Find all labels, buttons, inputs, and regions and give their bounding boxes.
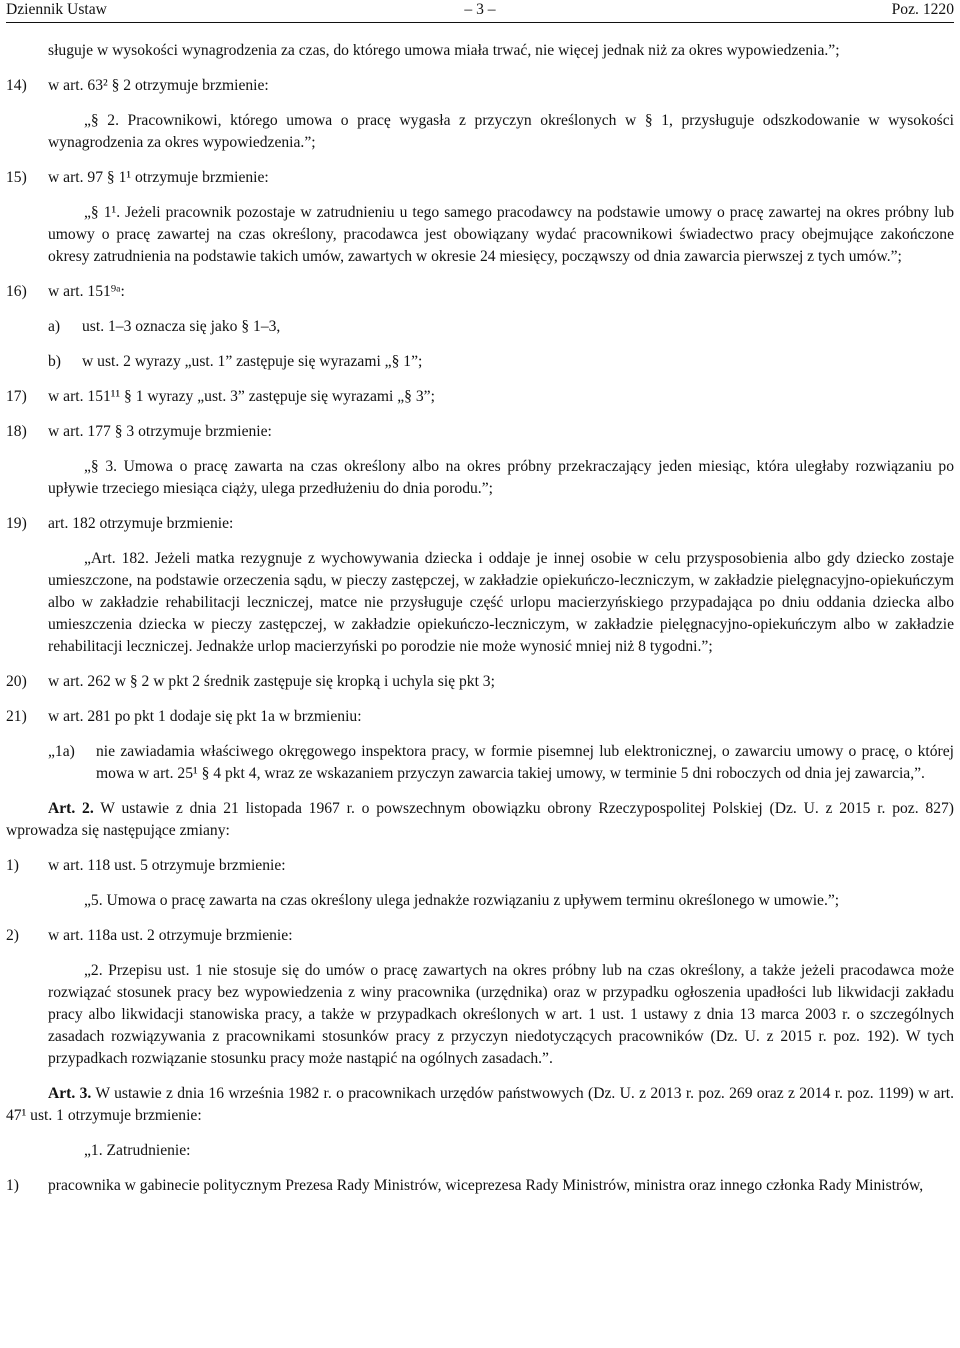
item-text: w art. 262 w § 2 w pkt 2 średnik zastępuje się kropką i uchyla się pkt 3; [48, 673, 495, 690]
item-text: w art. 97 § 1¹ otrzymuje brzmienie: [48, 169, 269, 186]
article-text: W ustawie z dnia 21 listopada 1967 r. o powszechnym obowiązku obrony Rzeczypospolitej Polskiej (Dz. U. z 2015 r. poz. 827) wprowadza się następujące zmiany: [6, 800, 954, 839]
article-label: Art. 2. [48, 800, 94, 817]
page-header [6, 0, 954, 23]
subitem-text: ust. 1–3 oznacza się jako § 1–3, [82, 318, 281, 335]
position-number: Poz. 1220 [891, 1, 954, 18]
item-number: 21) [6, 708, 27, 725]
document-body [6, 40, 954, 1197]
list-subitem-16b [48, 351, 954, 373]
subitem-letter: a) [48, 318, 61, 335]
item-number: 15) [6, 169, 27, 186]
item-text: w art. 177 § 3 otrzymuje brzmienie: [48, 423, 272, 440]
list-subitem-16a [48, 316, 954, 338]
art2-item-1 [6, 855, 954, 877]
list-item-14 [6, 75, 954, 97]
list-item-20 [6, 671, 954, 693]
article-3 [6, 1083, 954, 1127]
item-number: 16) [6, 283, 27, 300]
art2-item-2 [6, 925, 954, 947]
item-text: pracownika w gabinecie politycznym Prezesa Rady Ministrów, wiceprezesa Rady Ministrów, ministra oraz innego członka Rady Ministrów, [48, 1177, 924, 1194]
quoted-provision-15: „§ 1¹. Jeżeli pracownik pozostaje w zatrudnieniu u tego samego pracodawcy na podstawie umowy o pracę zawartej na okres próbny lub umowy o pracę zawartej na czas określony, pracodawca jest obowiązany wydać pracownikowi świadectwo pracy obejmujące zakończone okresy zatrudnienia na podstawie takich umów, zawartych w okresie 24 miesięcy, począwszy od dnia zawarcia pierwszej z tych umów.”; [48, 204, 954, 265]
subitem-text: w ust. 2 wyrazy „ust. 1” zastępuje się wyrazami „§ 1”; [82, 353, 423, 370]
item-text: art. 182 otrzymuje brzmienie: [48, 515, 234, 532]
list-item-18 [6, 421, 954, 443]
article-2 [6, 798, 954, 842]
item-number: 19) [6, 515, 27, 532]
quoted-provision-art2-2: „2. Przepisu ust. 1 nie stosuje się do umów o pracę zawartych na okres próbny lub na czas określony, a także jeżeli pracodawca może rozwiązać stosunek pracy bez wypowiedzenia z winy pracownika (urzędnika) oraz w przypadku ogłoszenia upadłości lub likwidacji zakładu pracy albo likwidacji stanowiska pracy, a także w przypadkach określonych w art. 1 ust. 1 ustawy z dnia 13 marca 2003 r. o szczególnych zasadach rozwiązywania z pracownikami stosunków pracy z przyczyn niedotyczących pracowników (Dz. U. z 2015 r. poz. 192). W tych przypadkach rozwiązanie stosunku pracy może nastąpić na ogólnych zasadach.”. [48, 962, 954, 1067]
quoted-point-1a [48, 741, 954, 785]
item-number: 20) [6, 673, 27, 690]
subitem-letter: b) [48, 353, 61, 370]
list-item-15 [6, 167, 954, 189]
item-text: w art. 118 ust. 5 otrzymuje brzmienie: [48, 857, 286, 874]
item-number: 1) [6, 857, 19, 874]
item-text: w art. 151¹¹ § 1 wyrazy „ust. 3” zastępuje się wyrazami „§ 3”; [48, 388, 435, 405]
quoted-provision-19: „Art. 182. Jeżeli matka rezygnuje z wychowywania dziecka i oddaje je innej osobie w celu przysposobienia albo gdy dziecko zostaje umieszczone, na podstawie orzeczenia sądu, w pieczy zastępczej, w zakładzie opiekuńczo-leczniczym, w zakładzie pielęgnacyjno-opiekuńczym albo w zakładzie rehabilitacji leczniczej, matce nie przysługuje część urlopu macierzyńskiego przypadająca po dniu oddania dziecka albo umieszczenia dziecka w pieczy zastępczej, w zakładzie opiekuńczo-leczniczym, w zakładzie pielęgnacyjno-opiekuńczym albo w zakładzie rehabilitacji leczniczej. Jednakże urlop macierzyński po porodzie nie może wynosić mniej niż 8 tygodni.”; [48, 550, 954, 655]
point-text: nie zawiadamia właściwego okręgowego inspektora pracy, w formie pisemnej lub elektronicznej, o zawarciu umowy o pracę, o której mowa w art. 25¹ § 4 pkt 4, wraz ze wskazaniem przyczyn zawarcia takiej umowy, w terminie 5 dni roboczych od dnia jej zawarcia,”. [96, 743, 954, 782]
paragraph-continuation: sługuje w wysokości wynagrodzenia za czas, do którego umowa miała trwać, nie więcej jednak niż za okres wypowiedzenia.”; [48, 42, 840, 59]
item-text: w art. 63² § 2 otrzymuje brzmienie: [48, 77, 269, 94]
quoted-provision-14: „§ 2. Pracownikowi, którego umowa o pracę wygasła z przyczyn określonych w § 1, przysługuje odszkodowanie w wysokości wynagrodzenia za okres wypowiedzenia.”; [48, 112, 954, 151]
quoted-provision-18: „§ 3. Umowa o pracę zawarta na czas określony albo na okres próbny przekraczający jeden miesiąc, która uległaby rozwiązaniu po upływie trzeciego miesiąca ciąży, ulega przedłużeniu do dnia porodu.”; [48, 458, 954, 497]
quoted-provision-art2-1: „5. Umowa o pracę zawarta na czas określony ulega jednakże rozwiązaniu z upływem terminu określonego w umowie.”; [84, 892, 840, 909]
item-number: 1) [6, 1177, 19, 1194]
article-text: W ustawie z dnia 16 września 1982 r. o pracownikach urzędów państwowych (Dz. U. z 2013 r. poz. 269 oraz z 2014 r. poz. 1199) w art. 47¹ ust. 1 otrzymuje brzmienie: [6, 1085, 954, 1124]
item-number: 17) [6, 388, 27, 405]
item-number: 2) [6, 927, 19, 944]
list-item-19 [6, 513, 954, 535]
item-text: w art. 118a ust. 2 otrzymuje brzmienie: [48, 927, 293, 944]
article-label: Art. 3. [48, 1085, 92, 1102]
item-text: w art. 151⁹ᵃ: [48, 283, 125, 300]
list-item-21 [6, 706, 954, 728]
item-number: 18) [6, 423, 27, 440]
journal-title: Dziennik Ustaw [6, 1, 107, 18]
item-text: w art. 281 po pkt 1 dodaje się pkt 1a w brzmieniu: [48, 708, 362, 725]
list-item-17 [6, 386, 954, 408]
list-item-16 [6, 281, 954, 303]
item-number: 14) [6, 77, 27, 94]
point-number: „1a) [48, 743, 75, 760]
page-number: – 3 – [464, 1, 496, 18]
quoted-provision-art3: „1. Zatrudnienie: [84, 1142, 191, 1159]
art3-item-1 [6, 1175, 954, 1197]
